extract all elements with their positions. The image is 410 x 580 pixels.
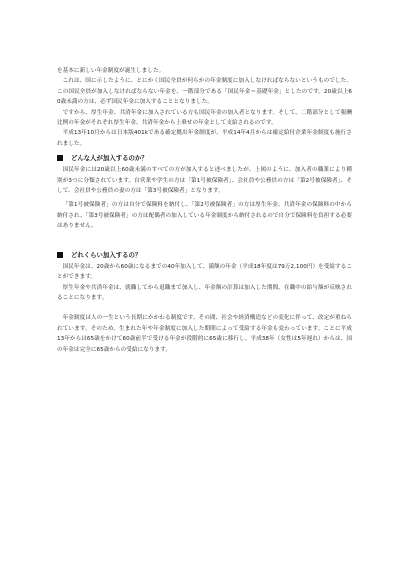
black-square-bullet-icon	[57, 252, 63, 258]
section-2-paragraph-3: 年金制度は人の一生という長期にかかわる制度です。その間、社会や経済構造などの変化に伴って、改定が重ねられています。そのため、生まれた年や年金制度に加入した期間によって受給する年金も変わっています。ことに平成13年からは65歳をかけて60歳前半で受ける年金が段階的に65歳に移行し、平成38年（女性は5年遅れ）からは、国の年金は完全に65歳からの受給になります。	[57, 315, 352, 353]
intro-paragraph-1: これは、国に示したように、とにかく国民全員が何らかの年金制度に加入しなければならないというものでした。この国民全員が加入しなければならない年金を、一階部分である「国民年金＝基礎年金」としたのです。20歳以上60歳未満の方は、必ず国民年金に加入することとなりました。	[57, 78, 352, 106]
section-1-heading: どんな人が加入するのか？	[71, 154, 148, 163]
section-1-header	[57, 153, 352, 163]
section-2-paragraph-2: 厚生年金や共済年金は、就職してから退職まで加入し、年金額の計算は加入した期間、在職中の給与額が反映されることになります。	[57, 284, 352, 301]
black-square-bullet-icon	[57, 155, 63, 161]
section-1-paragraph-2: 「第1号被保険者」の方は自分で保険料を納付し、「第2号被保険者」の方は厚生年金、共済年金の保険料の中から納付され、「第3号被保険者」の方は配偶者の加入している年金制度から納付されるので自分で保険料を負担する必要はありません。	[57, 202, 352, 230]
section-2-paragraph-1: 国民年金は、20歳から60歳になるまでの40年加入して、満額の年金（平成18年度は79万2,100円）を受給することができます。	[57, 263, 352, 281]
intro-paragraph-3: 平成13年10月からは日本版401kである確定拠出年金制度が、平成14年4月からは確定給付企業年金制度も施行されました。	[57, 130, 352, 147]
intro-paragraph-0: を基本に新しい年金制度が誕生しました。	[57, 68, 165, 74]
section-1-paragraph-1: 国民年金には20歳以上60歳未満のすべての方が加入すると述べましたが、上図のように、加入者の職業により種別が3つに分類されています。自営業や学生の方は「第1号被保険者」、会社員や公務員の方は「第2号被保険者」、そして、会社員や公務員の妻の方は「第3号被保険者」となります。	[57, 167, 352, 195]
section-2-heading: どれくらい加入するの？	[71, 250, 142, 259]
intro-paragraph-2: ですから、厚生年金、共済年金に加入されている方も国民年金の加入者となります。そして、二階部分として報酬比例の年金がそれぞれ厚生年金、共済年金から上乗せの年金として支給されるのです。	[57, 109, 352, 127]
section-2-header	[57, 250, 352, 260]
